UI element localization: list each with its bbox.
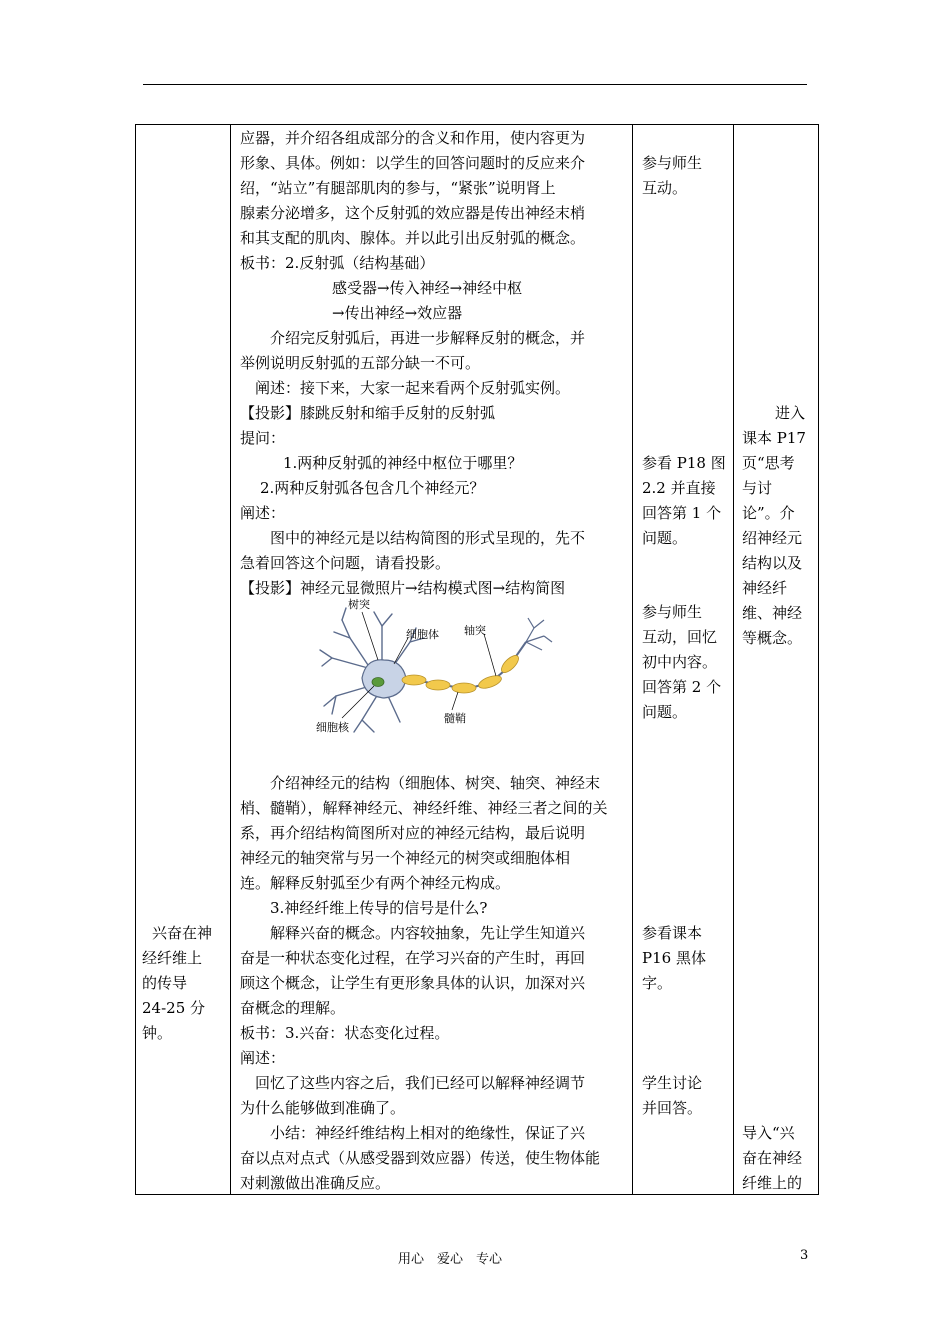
- intent-line: 页“思考: [742, 454, 795, 472]
- topic-line: 经纤维上: [142, 949, 203, 967]
- label-axon: 轴突: [464, 624, 486, 637]
- intent-line: 导入“兴: [742, 1124, 795, 1142]
- topic-line: 钟。: [142, 1024, 173, 1042]
- explain-heading: 阐述：: [240, 504, 286, 522]
- activity-line: 参看课本: [642, 924, 703, 942]
- summary-line: 对刺激做出准确反应。: [240, 1174, 391, 1192]
- activity-line: 参与师生: [642, 154, 703, 172]
- content-line: 举例说明反射弧的五部分缺一不可。: [240, 354, 481, 372]
- intent-line: 进入: [775, 404, 806, 422]
- cell-body-graphic: [362, 660, 406, 698]
- topic-duration: 24-25 分: [142, 999, 206, 1017]
- content-line: 奋是一种状态变化过程，在学习兴奋的产生时，再回: [240, 949, 586, 967]
- content-line: 系，再介绍结构简图所对应的神经元结构，最后说明: [240, 824, 586, 842]
- content-line: 绍，“站立”有腿部肌肉的参与，“紧张”说明肾上: [240, 179, 556, 197]
- intent-line: 神经纤: [742, 579, 788, 597]
- content-line: 神经元的轴突常与另一个神经元的树突或细胞体相: [240, 849, 571, 867]
- content-line: 梢、髓鞘），解释神经元、神经纤维、神经三者之间的关: [240, 799, 608, 817]
- label-nucleus: 细胞核: [316, 721, 349, 734]
- content-line: 形象、具体。例如：以学生的回答问题时的反应来介: [240, 154, 586, 172]
- content-line: 为什么能够做到准确了。: [240, 1099, 406, 1117]
- label-cell-body: 细胞体: [406, 628, 439, 641]
- content-line: 腺素分泌增多，这个反射弧的效应器是传出神经末梢: [240, 204, 586, 222]
- activity-line: 问题。: [642, 529, 688, 547]
- explain-heading: 阐述：: [240, 1049, 286, 1067]
- activity-line: 初中内容。: [642, 653, 718, 671]
- intent-line: 等概念。: [742, 629, 803, 647]
- axon-terminals-graphic: [526, 618, 552, 650]
- intent-line: 结构以及: [742, 554, 803, 572]
- intent-line: 课本 P17: [742, 429, 806, 447]
- question-heading: 提问：: [240, 429, 286, 447]
- content-line: 奋概念的理解。: [240, 999, 346, 1017]
- intent-line: 维、神经: [742, 604, 803, 622]
- activity-line: 互动。: [642, 179, 688, 197]
- summary-line: 奋以点对点式（从感受器到效应器）传送，使生物体能: [240, 1149, 601, 1167]
- header-rule: [143, 84, 807, 85]
- myelin-sheath-graphic: [402, 653, 521, 693]
- content-line: 连。解释反射弧至少有两个神经元构成。: [240, 874, 511, 892]
- blackboard-excitation: 板书：3.兴奋：状态变化过程。: [240, 1024, 450, 1042]
- projection-note: 【投影】神经元显微照片→结构模式图→结构简图: [240, 579, 566, 597]
- blackboard-reflex-arc: 板书：2.反射弧（结构基础）: [240, 254, 435, 272]
- content-line: 应器，并介绍各组成部分的含义和作用，使内容更为: [240, 129, 586, 147]
- content-line: 阐述：接下来，大家一起来看两个反射弧实例。: [255, 379, 571, 397]
- content-line: 介绍神经元的结构（细胞体、树突、轴突、神经末: [270, 774, 601, 792]
- content-line: 急着回答这个问题，请看投影。: [240, 554, 451, 572]
- neuron-diagram: [312, 598, 562, 738]
- content-line: 顾这个概念，让学生有更形象具体的认识，加深对兴: [240, 974, 586, 992]
- activity-line: 回答第 1 个: [642, 504, 722, 522]
- label-dendrite: 树突: [348, 598, 370, 611]
- activity-line: 互动，回忆: [642, 628, 718, 646]
- content-line: 回忆了这些内容之后，我们已经可以解释神经调节: [255, 1074, 586, 1092]
- question-2: 2.两种反射弧各包含几个神经元？: [260, 479, 485, 497]
- intent-line: 奋在神经: [742, 1149, 803, 1167]
- activity-line: 学生讨论: [642, 1074, 703, 1092]
- content-line: 介绍完反射弧后，再进一步解释反射的概念，并: [270, 329, 586, 347]
- topic-line: 的传导: [142, 974, 188, 992]
- activity-line: 回答第 2 个: [642, 678, 722, 696]
- topic-line: 兴奋在神: [152, 924, 213, 942]
- intent-line: 绍神经元: [742, 529, 803, 547]
- content-line: 图中的神经元是以结构简图的形式呈现的，先不: [270, 529, 586, 547]
- label-myelin: 髓鞘: [444, 712, 466, 725]
- nucleus-graphic: [372, 678, 384, 687]
- activity-line: 2.2 并直接: [642, 479, 716, 497]
- activity-line: 问题。: [642, 703, 688, 721]
- activity-line: 参与师生: [642, 603, 703, 621]
- column-divider-3: [733, 125, 734, 1194]
- activity-line: 并回答。: [642, 1099, 703, 1117]
- column-divider-2: [632, 125, 633, 1194]
- content-line: 解释兴奋的概念。内容较抽象，先让学生知道兴: [270, 924, 586, 942]
- activity-line: 字。: [642, 974, 673, 992]
- content-line: 和其支配的肌肉、腺体。并以此引出反射弧的概念。: [240, 229, 586, 247]
- intent-line: 纤维上的: [742, 1174, 803, 1192]
- footer-motto: 用心 爱心 专心: [398, 1252, 503, 1267]
- intent-line: 论”。介: [742, 504, 795, 522]
- reflex-arc-chain-1: 感受器→传入神经→神经中枢: [332, 279, 523, 297]
- column-divider-1: [230, 125, 231, 1194]
- question-1: 1.两种反射弧的神经中枢位于哪里？: [283, 454, 523, 472]
- intent-line: 与讨: [742, 479, 773, 497]
- activity-line: 参看 P18 图: [642, 454, 726, 472]
- activity-line: P16 黑体: [642, 949, 706, 967]
- projection-note: 【投影】膝跳反射和缩手反射的反射弧: [240, 404, 496, 422]
- page-number: 3: [800, 1248, 809, 1263]
- summary-line: 小结：神经纤维结构上相对的绝缘性，保证了兴: [270, 1124, 586, 1142]
- reflex-arc-chain-2: →传出神经→效应器: [332, 304, 463, 322]
- question-3: 3.神经纤维上传导的信号是什么?: [270, 899, 488, 917]
